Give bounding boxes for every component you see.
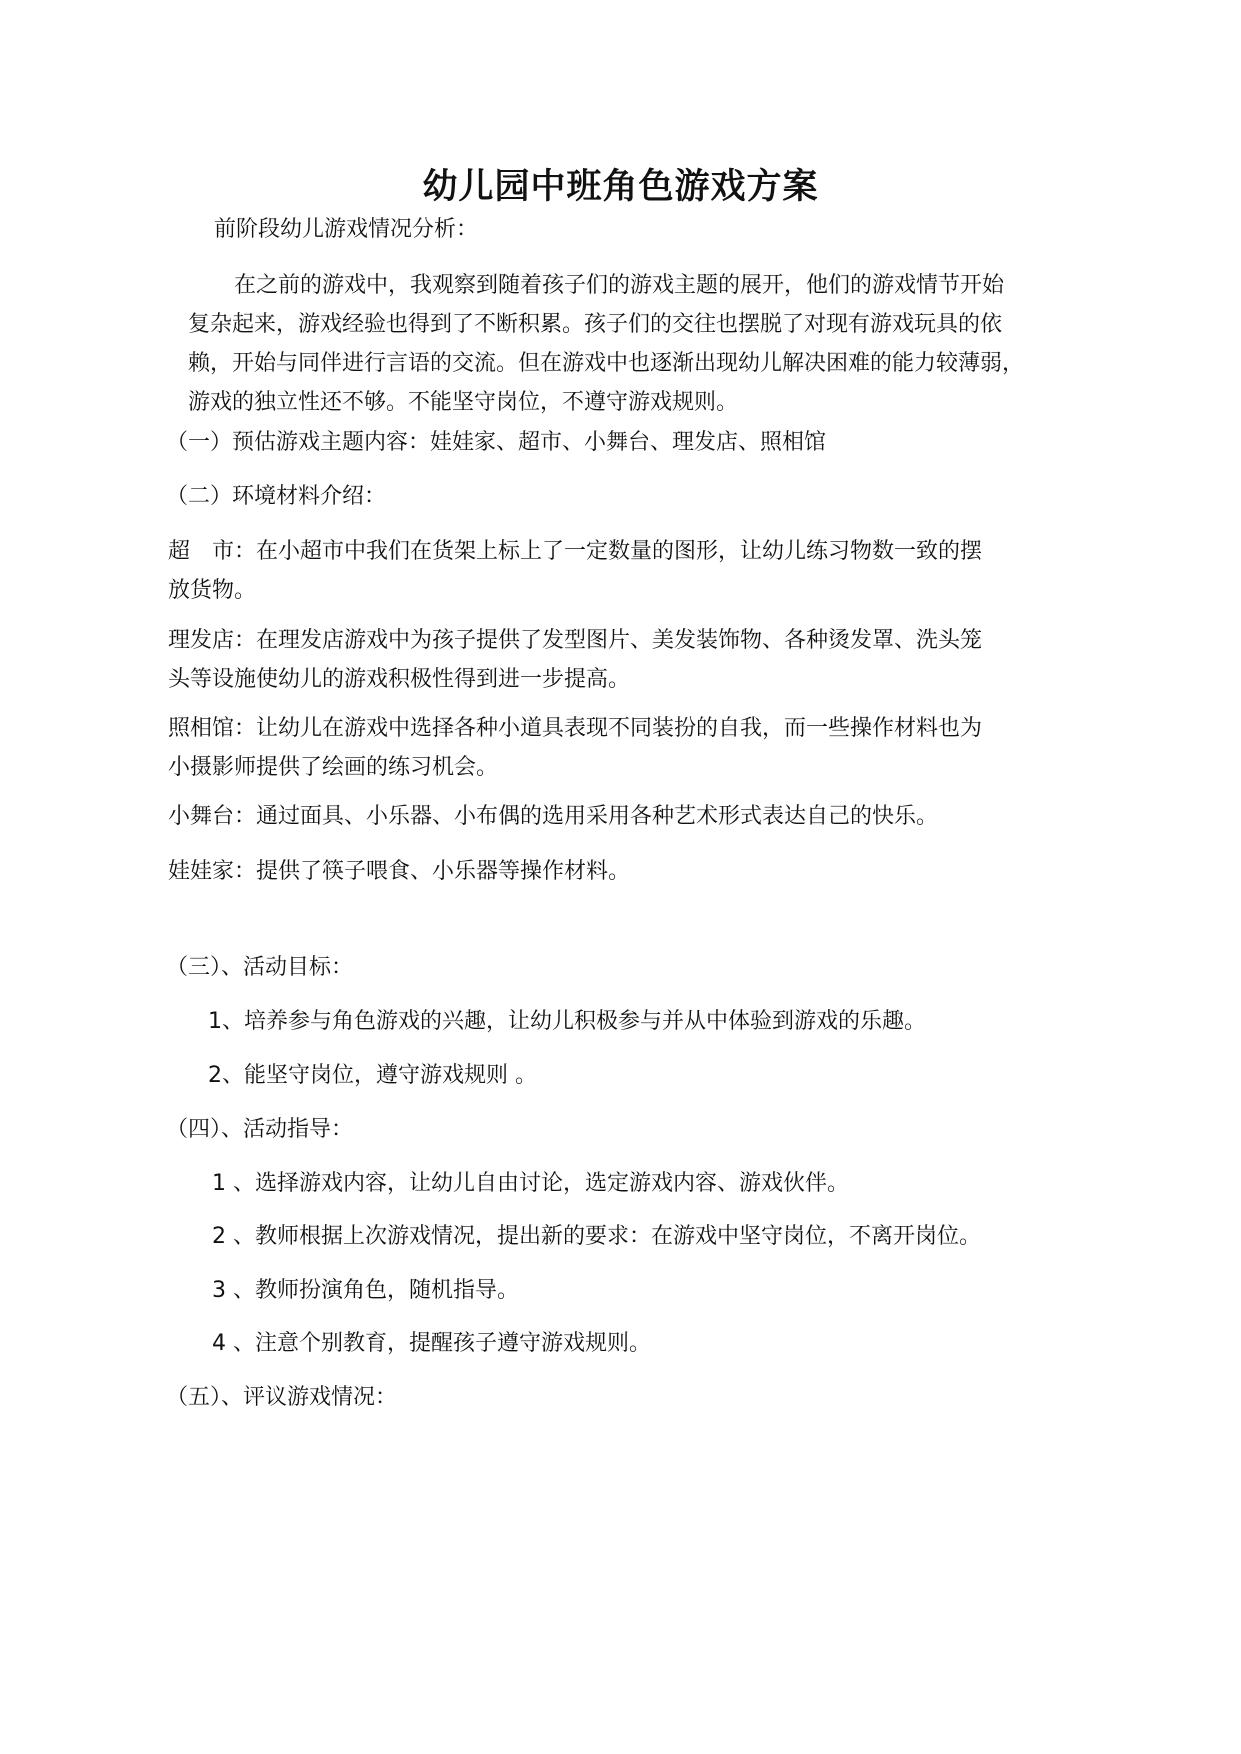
document-title: 幼儿园中班角色游戏方案 xyxy=(422,167,819,207)
section-heading-4: （四）、活动指导： xyxy=(166,1117,354,1142)
section-heading-2: （二）环境材料介绍： xyxy=(166,484,387,509)
analysis-line: 游戏的独立性还不够。不能坚守岗位，不遵守游戏规则。 xyxy=(188,390,739,415)
section-heading-1: （一）预估游戏主题内容：娃娃家、超市、小舞台、理发店、照相馆 xyxy=(166,430,827,455)
material-line: 放货物。 xyxy=(168,578,257,603)
section-heading-5: （五）、评议游戏情况： xyxy=(166,1385,398,1410)
goal-item: 1、培养参与角色游戏的兴趣，让幼儿积极参与并从中体验到游戏的乐趣。 xyxy=(208,1009,926,1034)
material-supermarket xyxy=(168,532,1068,610)
material-line: 小摄影师提供了绘画的练习机会。 xyxy=(168,755,499,780)
material-line: 超 市：在小超市中我们在货架上标上了一定数量的图形，让幼儿练习物数一致的摆 xyxy=(168,539,983,564)
analysis-paragraph xyxy=(188,266,1088,422)
goal-item: 2、能坚守岗位，遵守游戏规则 。 xyxy=(208,1063,537,1088)
guidance-item: 1 、选择游戏内容，让幼儿自由讨论，选定游戏内容、游戏伙伴。 xyxy=(212,1171,849,1196)
material-photo xyxy=(168,709,1068,787)
material-line: 头等设施使幼儿的游戏积极性得到进一步提高。 xyxy=(168,667,631,692)
section-heading-3: （三）、活动目标： xyxy=(166,955,354,980)
analysis-line: 复杂起来，游戏经验也得到了不断积累。孩子们的交往也摆脱了对现有游戏玩具的依 xyxy=(188,312,1003,337)
analysis-heading: 前阶段幼儿游戏情况分析： xyxy=(214,217,479,242)
guidance-item: 4 、注意个别教育，提醒孩子遵守游戏规则。 xyxy=(212,1331,651,1356)
analysis-line: 赖，开始与同伴进行言语的交流。但在游戏中也逐渐出现幼儿解决困难的能力较薄弱， xyxy=(188,351,1025,376)
material-line: 照相馆：让幼儿在游戏中选择各种小道具表现不同装扮的自我，而一些操作材料也为 xyxy=(168,716,983,741)
material-stage: 小舞台：通过面具、小乐器、小布偶的选用采用各种艺术形式表达自己的快乐。 xyxy=(168,804,939,829)
material-barber xyxy=(168,621,1068,699)
material-line: 理发店：在理发店游戏中为孩子提供了发型图片、美发装饰物、各种烫发罩、洗头笼 xyxy=(168,628,983,653)
analysis-line: 在之前的游戏中，我观察到随着孩子们的游戏主题的展开，他们的游戏情节开始 xyxy=(234,273,1005,298)
guidance-item: 3 、教师扮演角色，随机指导。 xyxy=(212,1278,519,1303)
guidance-item: 2 、教师根据上次游戏情况，提出新的要求：在游戏中坚守岗位，不离开岗位。 xyxy=(212,1224,981,1249)
material-dollhouse: 娃娃家：提供了筷子喂食、小乐器等操作材料。 xyxy=(168,859,631,884)
